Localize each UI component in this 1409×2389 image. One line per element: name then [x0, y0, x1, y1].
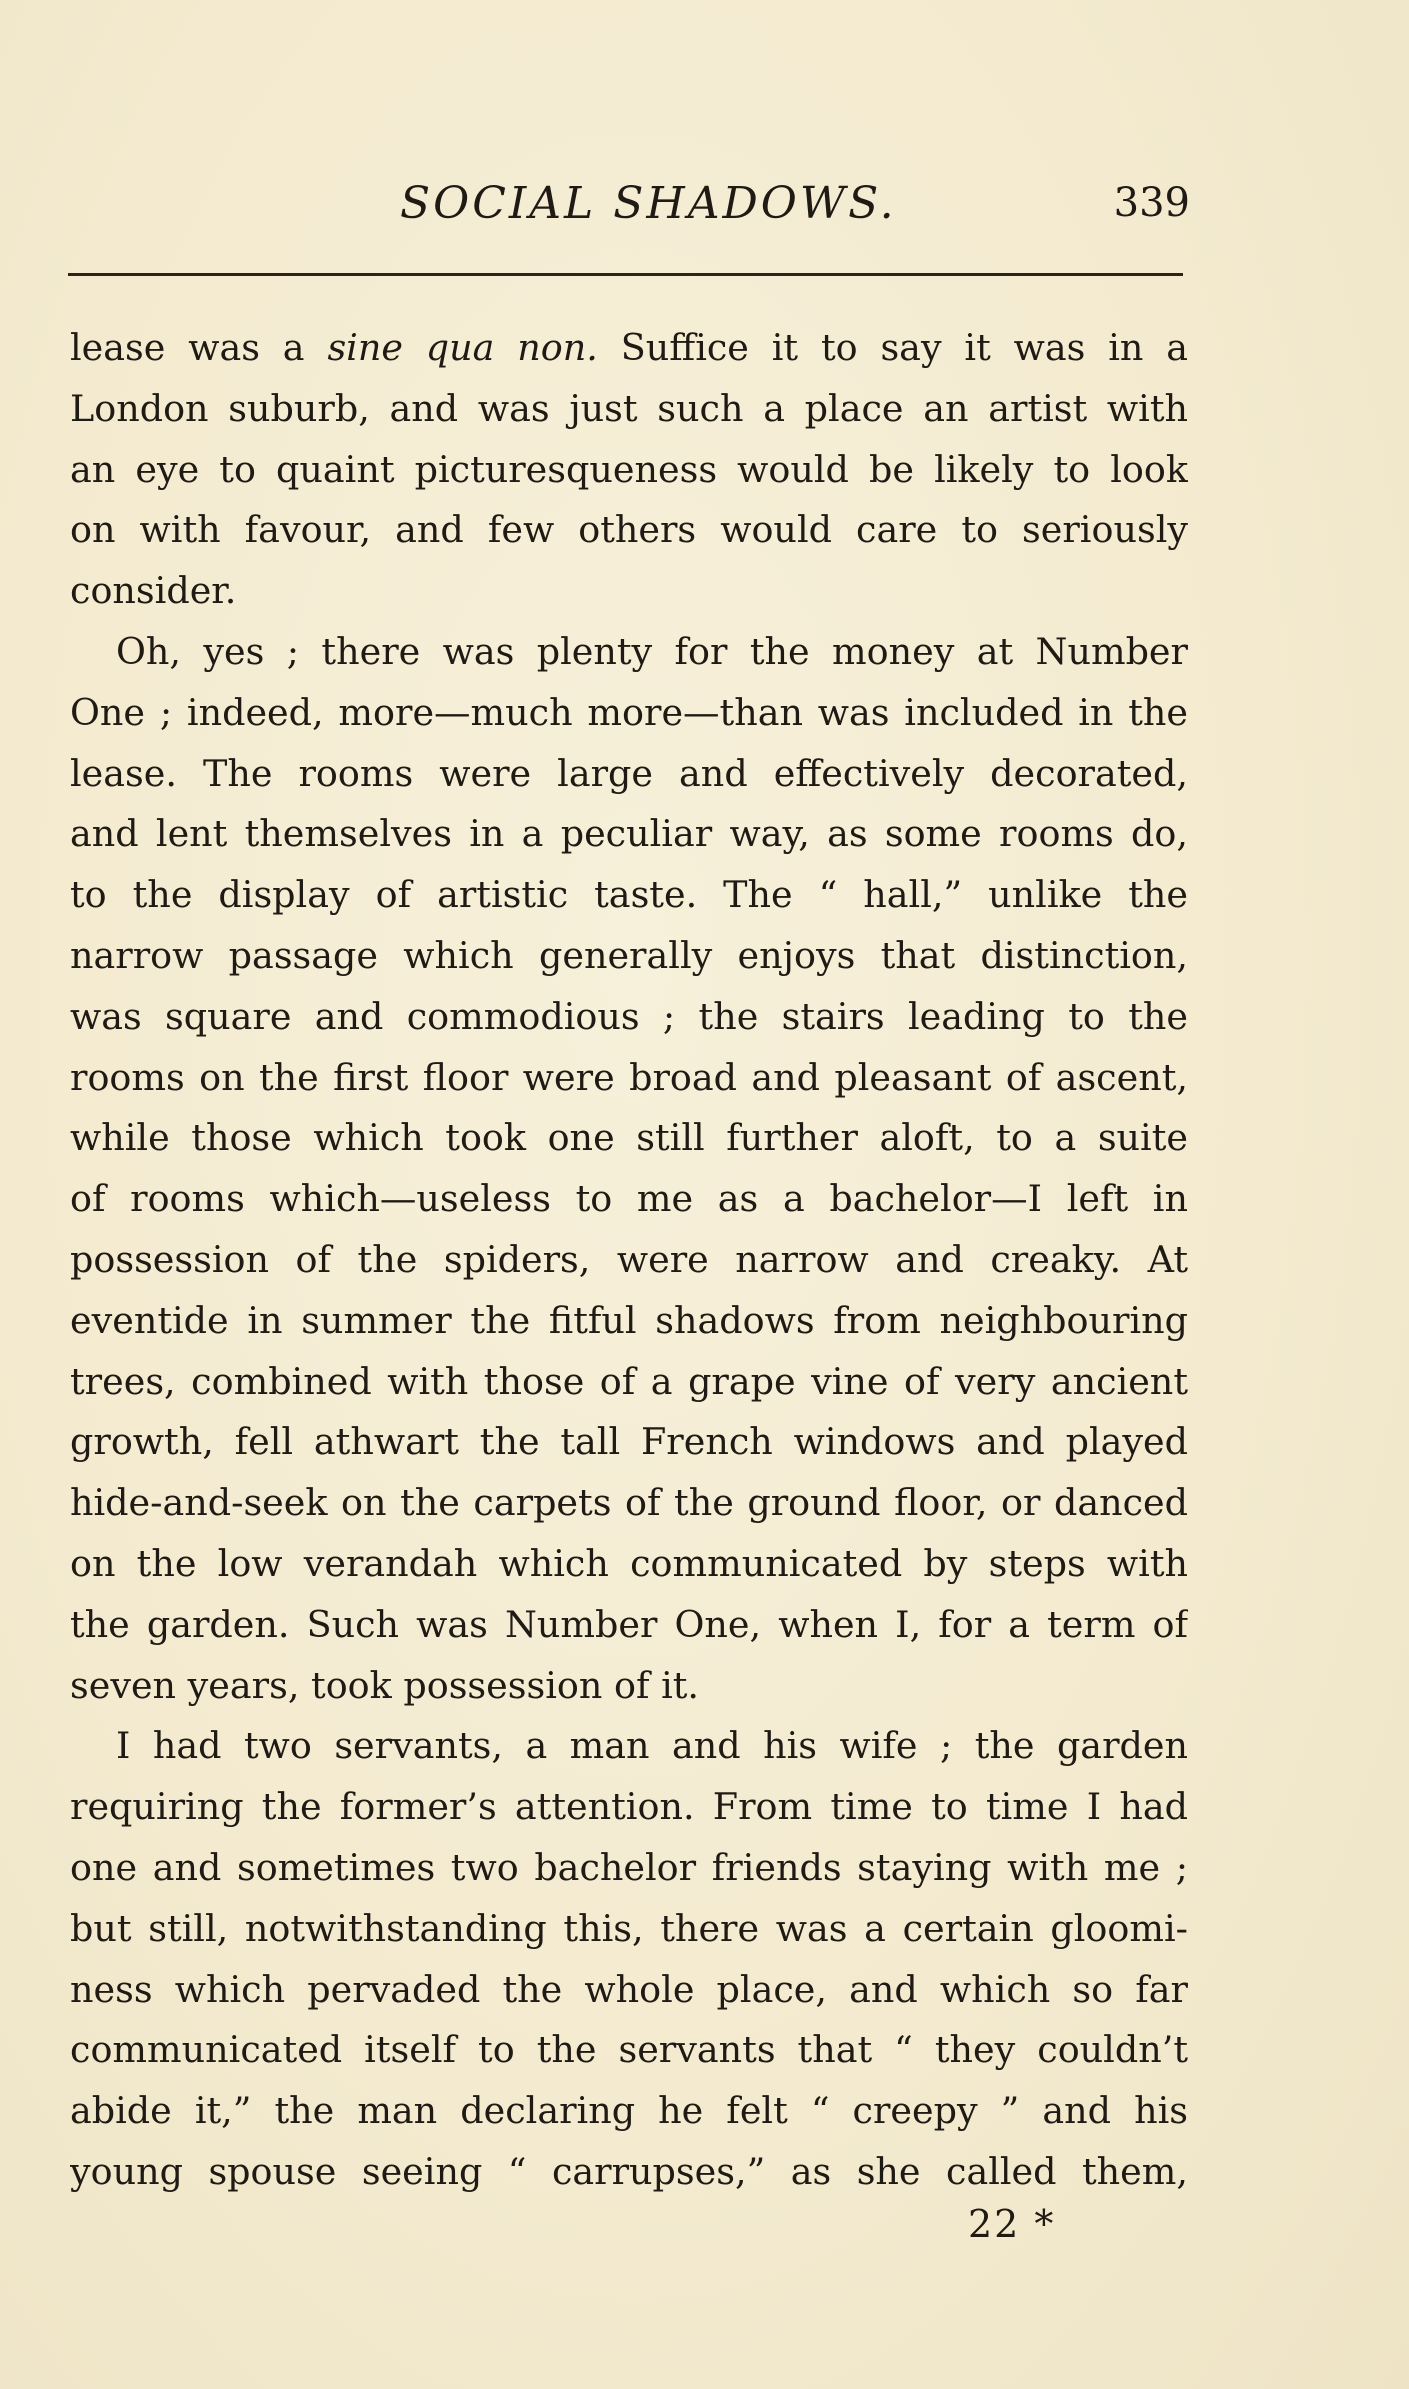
- text-line: trees, combined with those of a grape vine of very ancient: [70, 1359, 1188, 1403]
- text-line: of rooms which—useless to me as a bachelor—I left in: [70, 1177, 1188, 1221]
- text-line: [70, 318, 1188, 379]
- text-line: rooms on the first floor were broad and pleasant of ascent,: [70, 1055, 1188, 1099]
- page-header: [70, 178, 1190, 238]
- body-text: [70, 318, 1188, 2203]
- text-line: I had two servants, a man and his wife ; the garden: [116, 1724, 1188, 1768]
- signature-mark: 22 *: [968, 2202, 1056, 2246]
- text-line: while those which took one still further aloft, to a suite: [70, 1116, 1188, 1160]
- text-line: the garden. Such was Number One, when I, for a term of: [70, 1602, 1188, 1646]
- italic-phrase: sine qua non.: [327, 326, 598, 369]
- text-line: on with favour, and few others would care to seriously: [70, 508, 1188, 552]
- header-rule: [68, 273, 1183, 276]
- text-line: and lent themselves in a peculiar way, as some rooms do,: [70, 812, 1188, 856]
- text-line: to the display of artistic taste. The “ hall,” unlike the: [70, 873, 1188, 917]
- text-line: an eye to quaint picturesqueness would be likely to look: [70, 447, 1188, 491]
- text-line: was square and commodious ; the stairs leading to the: [70, 994, 1188, 1038]
- text-line: on the low verandah which communicated by steps with: [70, 1541, 1188, 1585]
- text-line: abide it,” the man declaring he felt “ creepy ” and his: [70, 2089, 1188, 2133]
- text-line: consider.: [70, 569, 237, 613]
- text-line: communicated itself to the servants that “ they couldn’t: [70, 2028, 1188, 2072]
- text-line: requiring the former’s attention. From time to time I had: [70, 1785, 1188, 1829]
- text-line: lease. The rooms were large and effectively decorated,: [70, 751, 1188, 795]
- text-line: Oh, yes ; there was plenty for the money at Number: [116, 629, 1188, 673]
- text-run: Suffice it to say it was in a: [597, 326, 1188, 369]
- text-line: but still, notwithstanding this, there was a certain gloomi-: [70, 1906, 1188, 1950]
- text-line: hide-and-seek on the carpets of the ground floor, or danced: [70, 1481, 1188, 1525]
- text-line: ness which pervaded the whole place, and which so far: [70, 1967, 1188, 2011]
- text-line: young spouse seeing “ carrupses,” as she called them,: [70, 2149, 1188, 2193]
- text-line: London suburb, and was just such a place an artist with: [70, 386, 1188, 430]
- text-line: narrow passage which generally enjoys that distinction,: [70, 933, 1188, 977]
- text-run: lease was a: [70, 326, 328, 369]
- page-number: 339: [1113, 180, 1190, 226]
- text-line: seven years, took possession of it.: [70, 1663, 700, 1707]
- text-line: possession of the spiders, were narrow and creaky. At: [70, 1237, 1188, 1281]
- text-line: growth, fell athwart the tall French windows and played: [70, 1420, 1188, 1464]
- text-line: one and sometimes two bachelor friends staying with me ;: [70, 1845, 1188, 1889]
- text-line: eventide in summer the fitful shadows from neighbouring: [70, 1298, 1188, 1342]
- running-head: SOCIAL SHADOWS.: [400, 178, 897, 229]
- text-line: One ; indeed, more—much more—than was included in the: [70, 690, 1188, 734]
